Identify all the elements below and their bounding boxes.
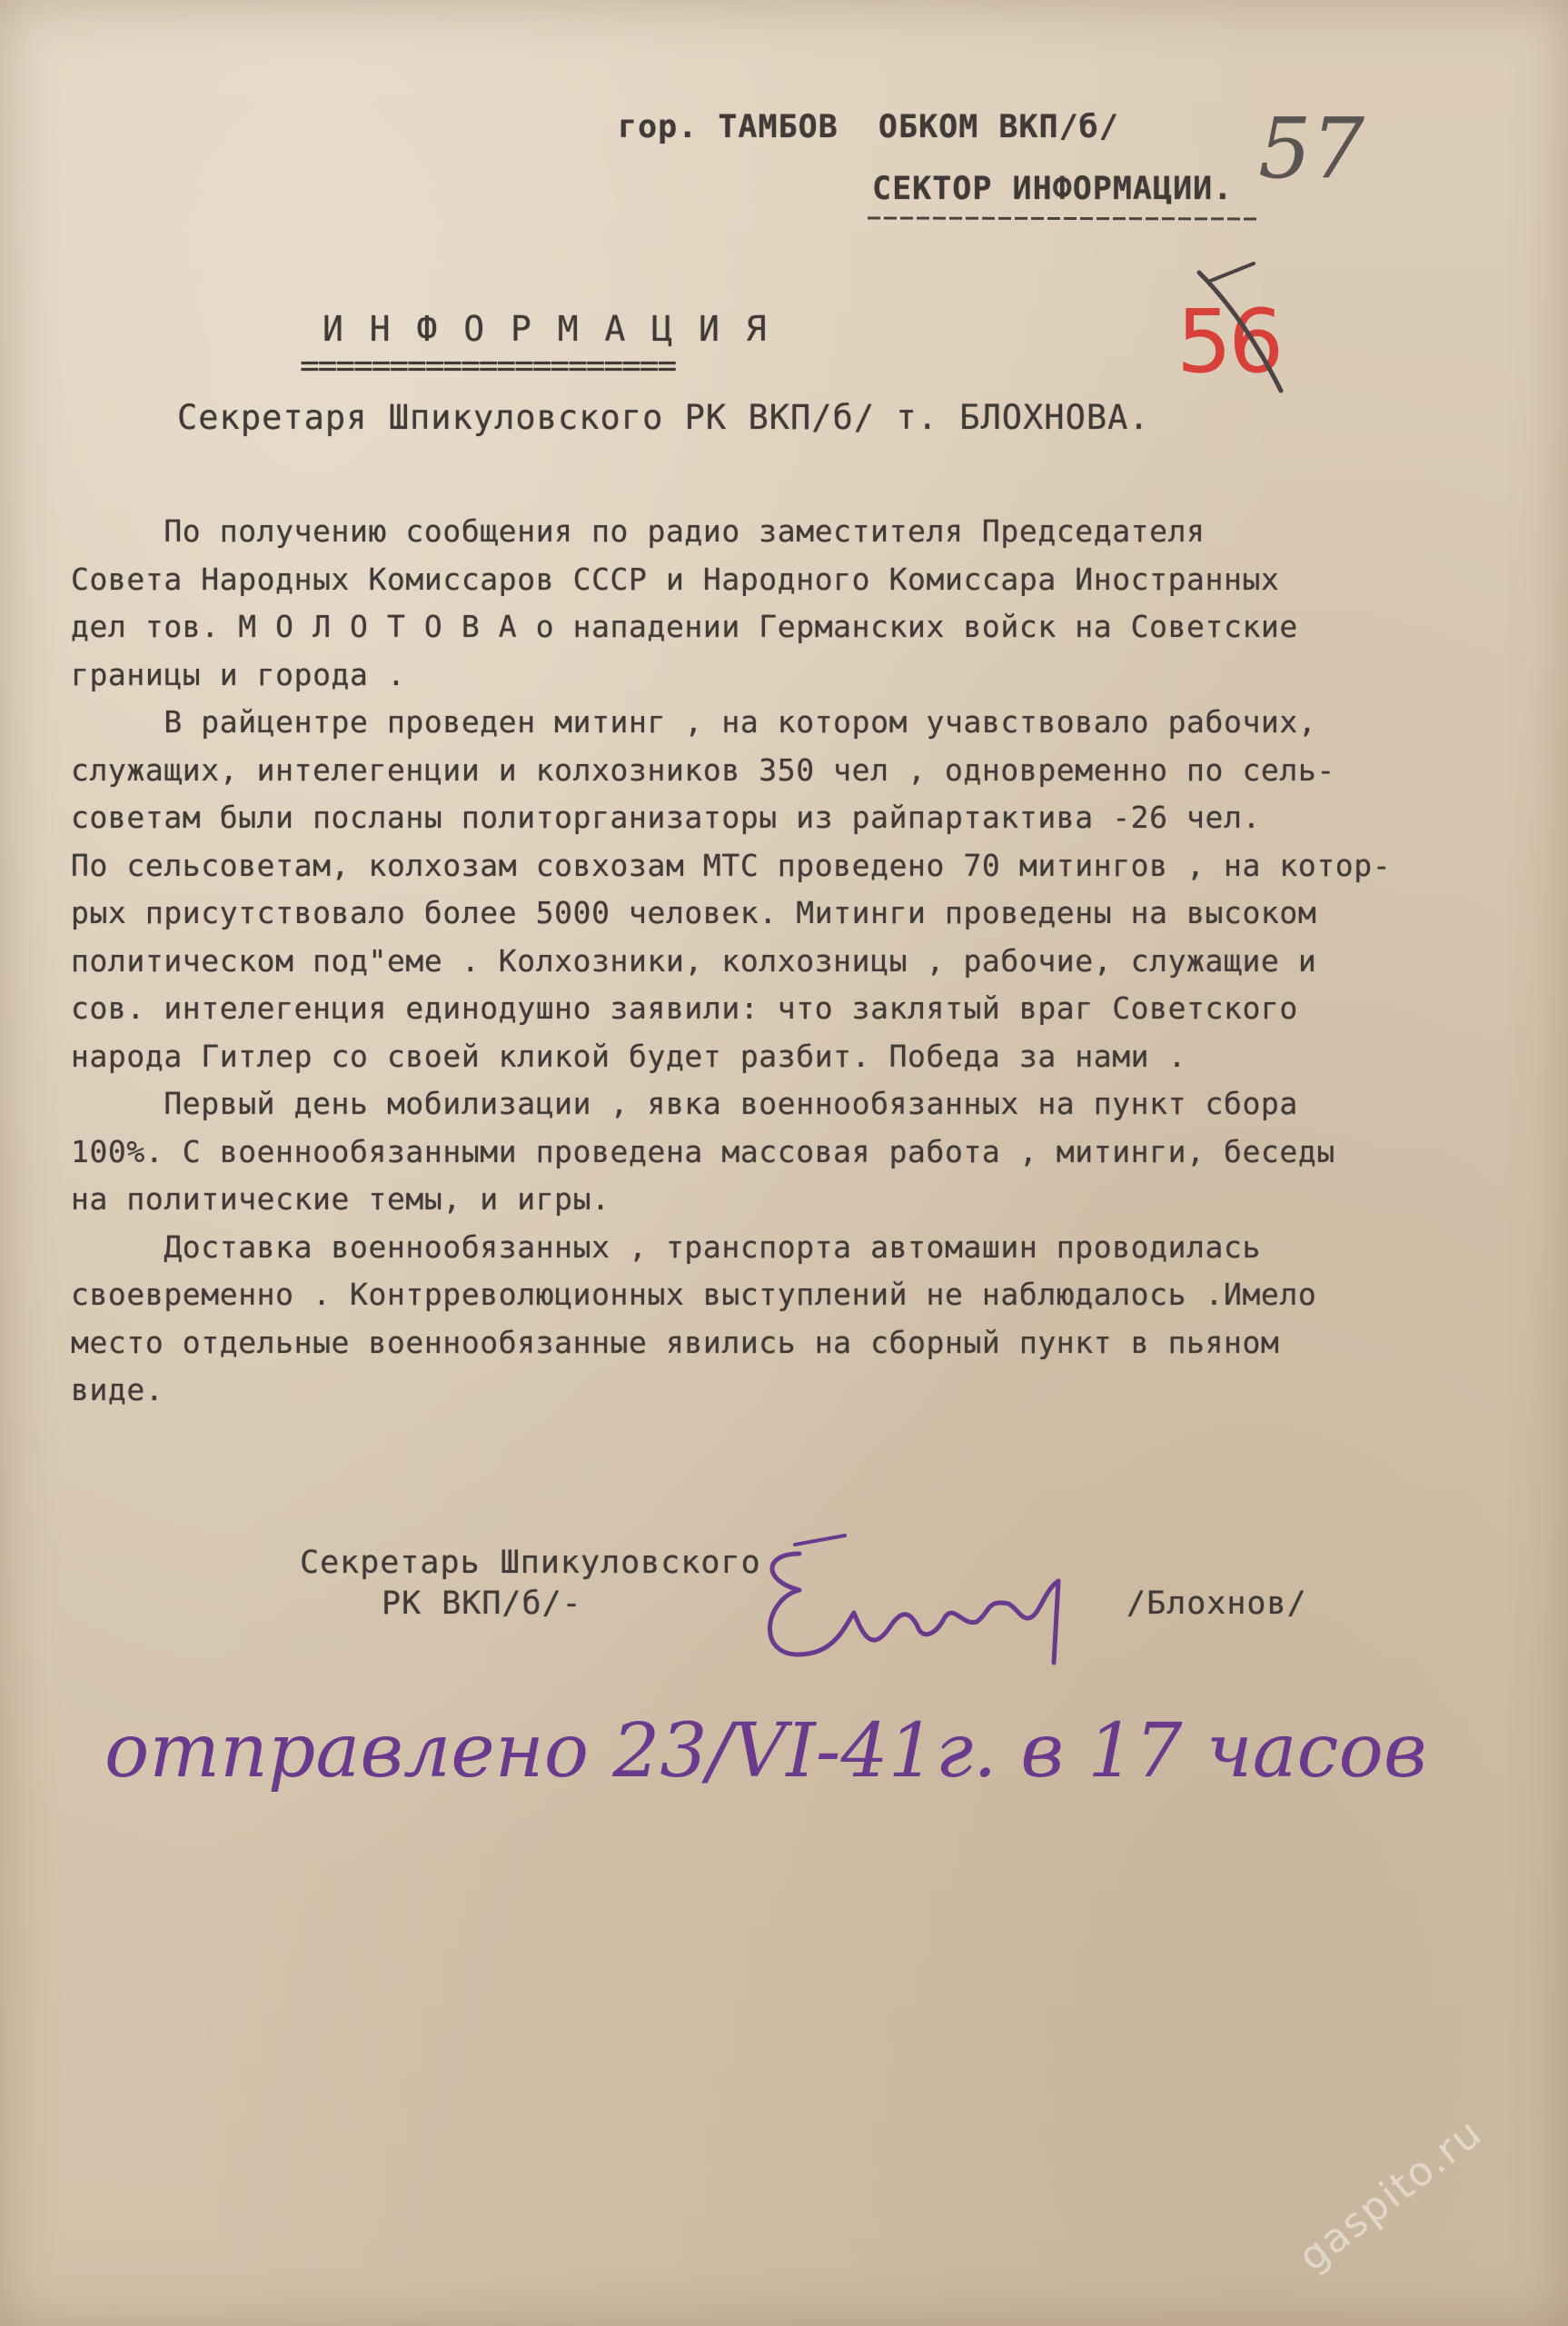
body-line: 100%. С военнообязанными проведена массовая работа , митинги, беседы xyxy=(71,1133,1335,1169)
handwritten-dispatch-note: отправлено 23/VI-41г. в 17 часов xyxy=(104,1708,1427,1794)
header-sector-underline xyxy=(868,214,1267,225)
body-line: рых присутствовало более 5000 человек. Митинги проведены на высоком xyxy=(71,895,1317,930)
pencil-strike-icon xyxy=(1190,263,1299,409)
body-line: своевременно . Контрреволюционных выступлений не наблюдалось .Имело xyxy=(71,1277,1317,1312)
body-line: политическом под"еме . Колхозники, колхозницы , рабочие, служащие и xyxy=(71,942,1317,979)
page-number-stamp: 56 xyxy=(1176,291,1281,393)
body-line: Первый день мобилизации , явка военнообязанных на пункт сбора xyxy=(71,1086,1298,1121)
body-line: советам были посланы политорганизаторы из райпартактива -26 чел. xyxy=(71,800,1261,835)
signature-name: /Блохнов/ xyxy=(1126,1585,1307,1622)
watermark: gaspito.ru xyxy=(1290,2109,1492,2281)
document-title: И Н Ф О Р М А Ц И Я xyxy=(323,309,769,349)
body-line: По сельсоветам, колхозам совхозам МТС проведено 70 митингов , на котор- xyxy=(71,847,1392,883)
body-line: служащих, интелегенции и колхозников 350 чел , одновременно по сель- xyxy=(71,751,1335,788)
document-subtitle: Секретаря Шпикуловского РК ВКП/б/ т. БЛОХНОВА. xyxy=(177,398,1150,437)
body-line: дел тов. М О Л О Т О В А о нападении Германских войск на Советские xyxy=(71,609,1298,644)
signature-title-line2: РК ВКП/б/- xyxy=(382,1585,582,1622)
body-line: В райцентре проведен митинг , на котором учавствовало рабочих, xyxy=(71,704,1317,740)
body-line: народа Гитлер со своей кликой будет разбит. Победа за нами . xyxy=(71,1038,1187,1074)
body-line: сов. интелегенция единодушно заявили: что заклятый враг Советского xyxy=(71,990,1298,1026)
header-city-line: гор. ТАМБОВ ОБКОМ ВКП/б/ xyxy=(618,109,1119,145)
body-line: виде. xyxy=(71,1372,164,1407)
body-line: границы и города . xyxy=(71,656,406,692)
body-line: По получению сообщения по радио заместителя Председателя xyxy=(71,513,1206,549)
archive-page-number: 57 xyxy=(1258,100,1365,197)
body-line: Доставка военнообязанных , транспорта автомашин проводилась xyxy=(71,1228,1261,1265)
body-line: место отдельные военнообязанные явились на сборный пункт в пьяном xyxy=(71,1324,1280,1360)
body-line: на политические темы, и игры. xyxy=(71,1181,610,1217)
header-sector-line: СЕКТОР ИНФОРМАЦИИ. xyxy=(872,171,1234,207)
signature-title-line1: Секретарь Шпикуловского xyxy=(300,1545,761,1581)
document-title-underline: ===================== xyxy=(300,347,676,384)
handwritten-signature xyxy=(745,1526,1126,1708)
body-line: Совета Народных Комиссаров СССР и Народного Комиссара Иностранных xyxy=(71,561,1280,597)
